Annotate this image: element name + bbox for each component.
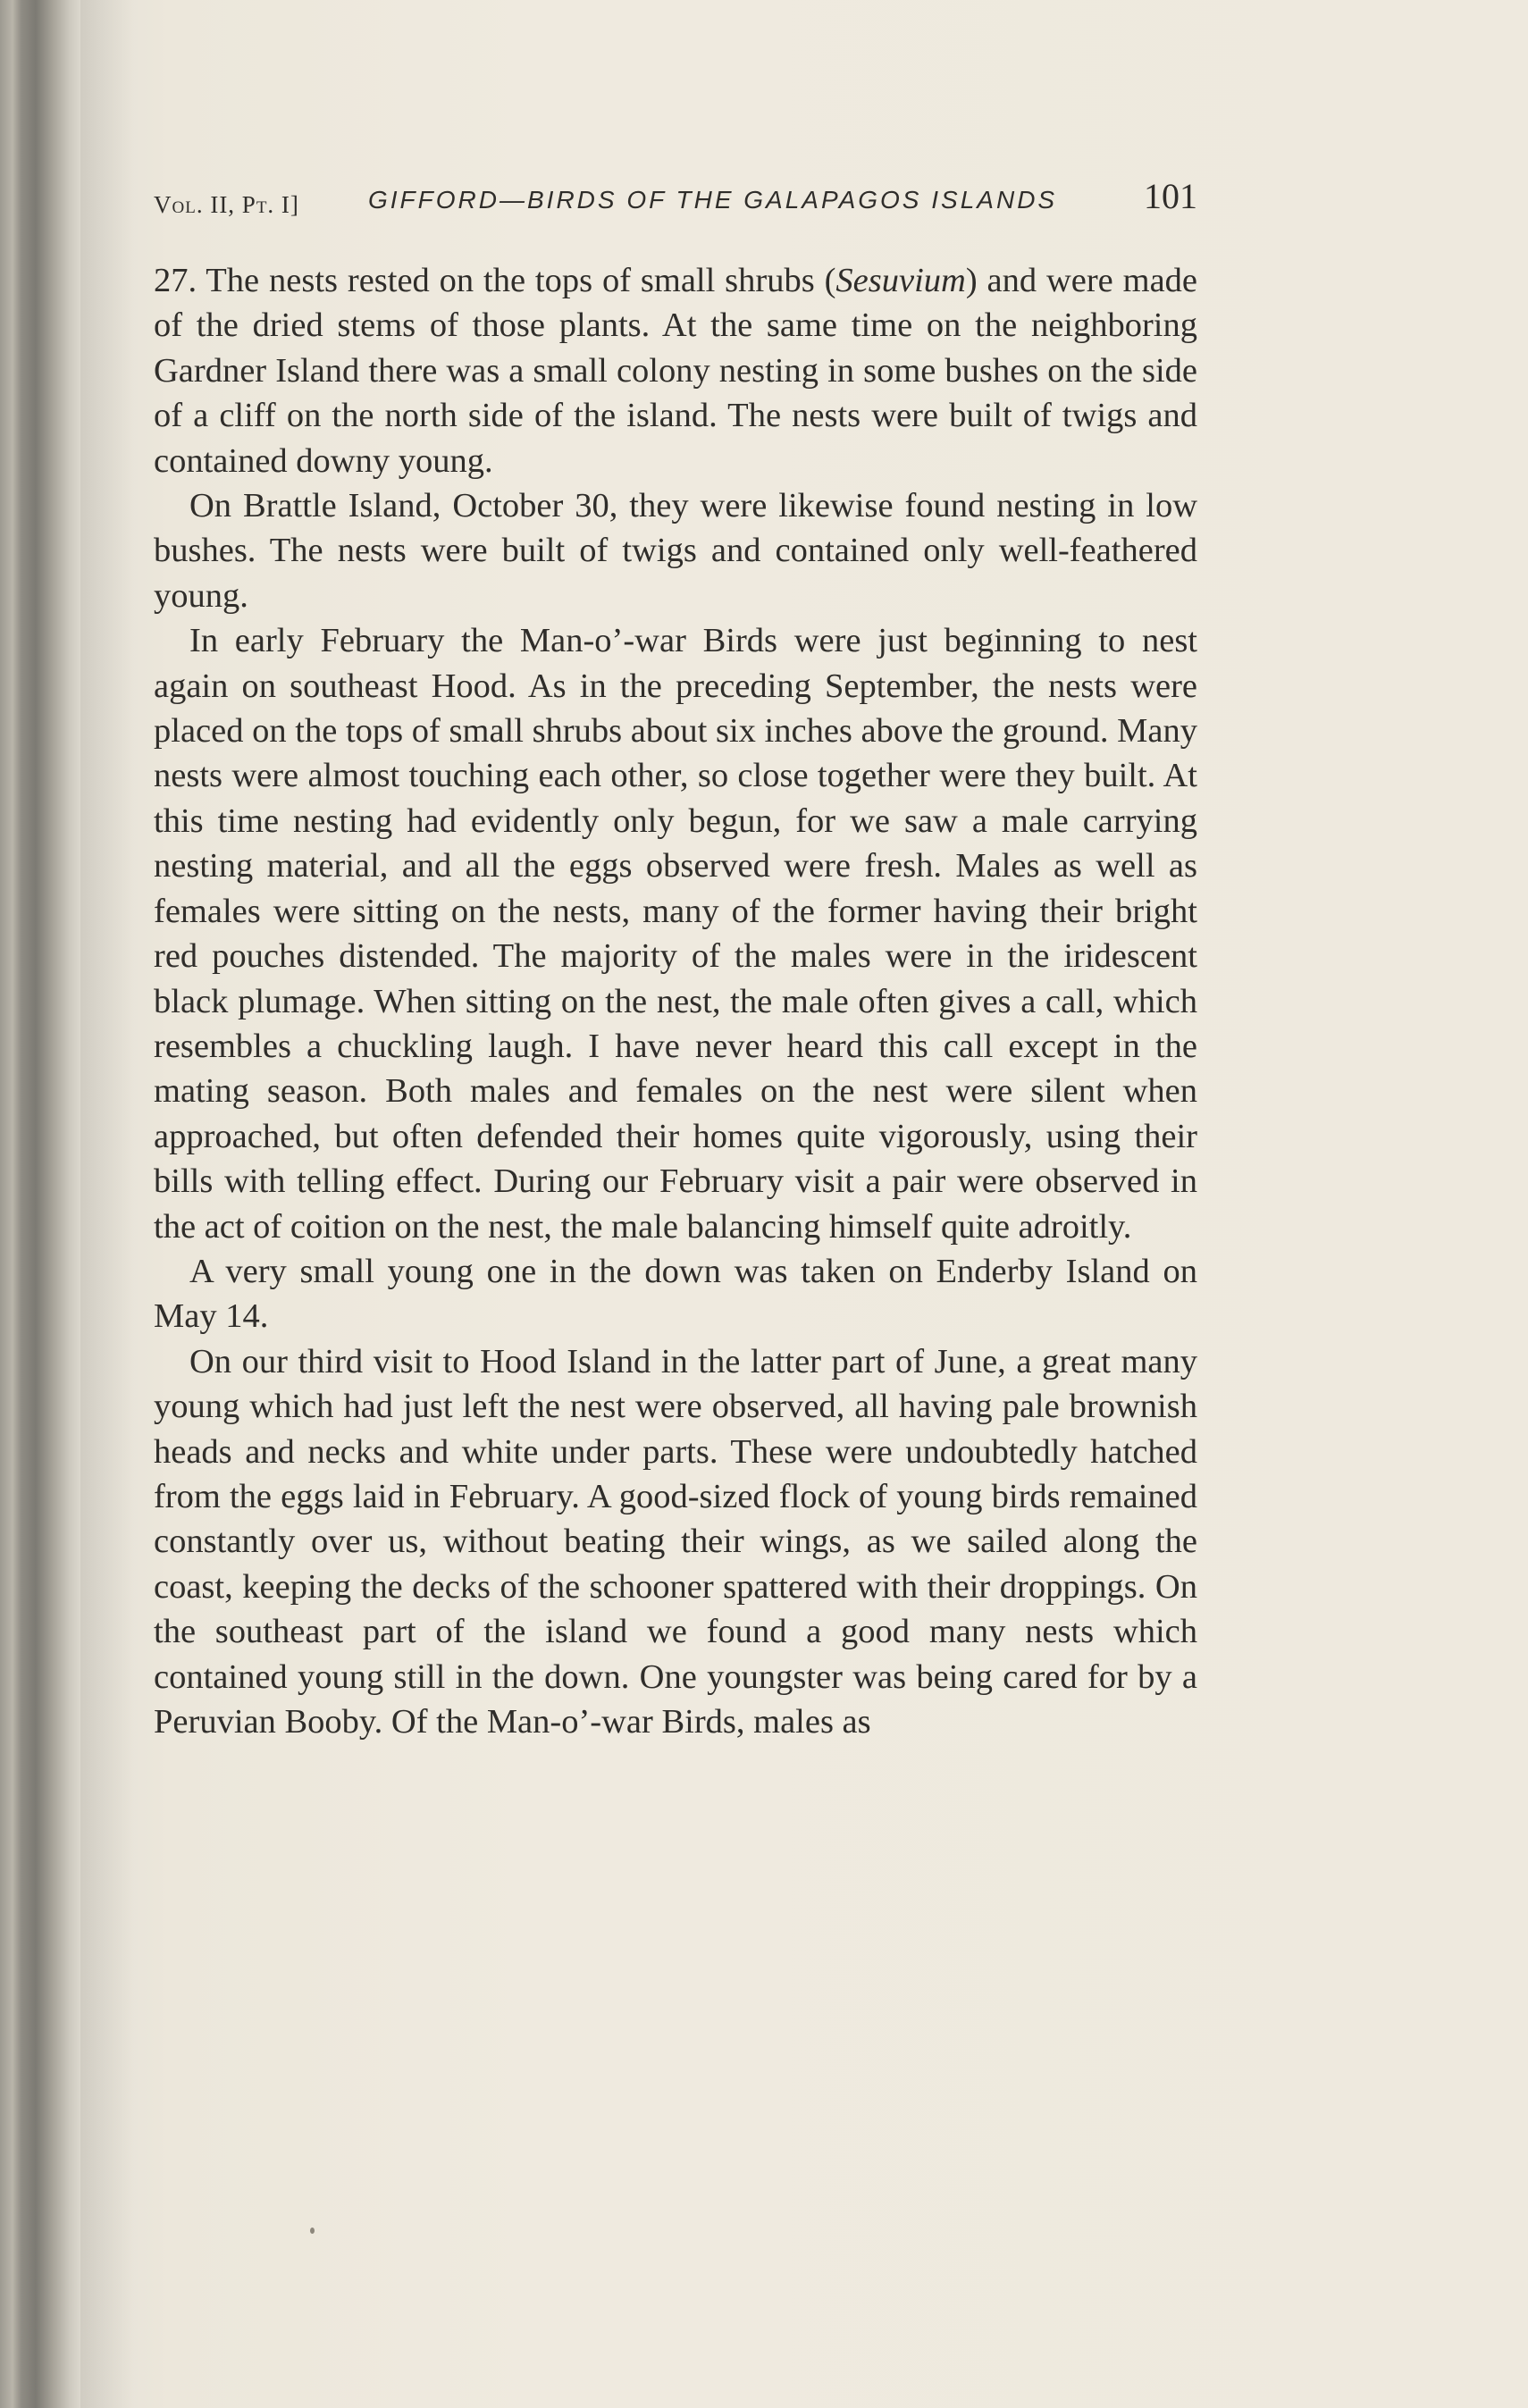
body-text <box>154 258 1197 1744</box>
paragraph: On Brattle Island, October 30, they were likewise found nesting in low bushes. The nests were built of twigs and contained only well-feathered young. <box>154 487 1197 615</box>
running-head <box>154 175 1197 229</box>
paragraph: A very small young one in the down was taken on Enderby Island on May 14. <box>154 1252 1197 1336</box>
page-number: 101 <box>1144 176 1197 216</box>
paragraph-text-after: ) and were made of the dried stems of those plants. At the same time on the neighboring Gardner Island there was a small colony nesting in some bushes on the side of a cliff on the north side of the island. The nests were built of twigs and contained downy young. <box>154 262 1197 480</box>
paragraph-continued <box>154 258 1197 483</box>
paragraph: In early February the Man-o’-war Birds were just beginning to nest again on southeast Hood. As in the preceding September, the nests were placed on the tops of small shrubs about six inches above the ground. Many nests were almost touching each other, so close together were they built. At this time nesting had evidently only begun, for we saw a male carrying nesting material, and all the eggs observed were fresh. Males as well as females were sitting on the nests, many of the former having their bright red pouches distended. The majority of the males were in the iridescent black plumage. When sitting on the nest, the male often gives a call, which resembles a chuckling laugh. I have never heard this call except in the mating season. Both males and females on the nest were silent when approached, but often defended their homes quite vigorously, using their bills with telling effect. During our February visit a pair were observed in the act of coition on the nest, the male balancing himself quite adroitly. <box>154 622 1197 1246</box>
italic-term: Sesuvium <box>835 262 966 299</box>
paper-speck <box>310 2228 315 2234</box>
gutter-shadow <box>80 0 134 2408</box>
book-binding <box>0 0 80 2408</box>
paragraph-text-before: 27. The nests rested on the tops of small shrubs ( <box>154 262 836 299</box>
volume-label: Vol. II, Pt. I] <box>154 191 299 218</box>
running-title: GIFFORD—BIRDS OF THE GALAPAGOS ISLANDS <box>368 186 1058 214</box>
paragraph: On our third visit to Hood Island in the latter part of June, a great many young which had just left the nest were observed, all having pale brownish heads and necks and white under parts. These were undoubtedly hatched from the eggs laid in February. A good-sized flock of young birds remained constantly over us, without beating their wings, as we sailed along the coast, keeping the decks of the schooner spattered with their droppings. On the southeast part of the island we found a good many nests which contained young still in the down. One youngster was being cared for by a Peruvian Booby. Of the Man-o’-war Birds, males as <box>154 1342 1197 1741</box>
